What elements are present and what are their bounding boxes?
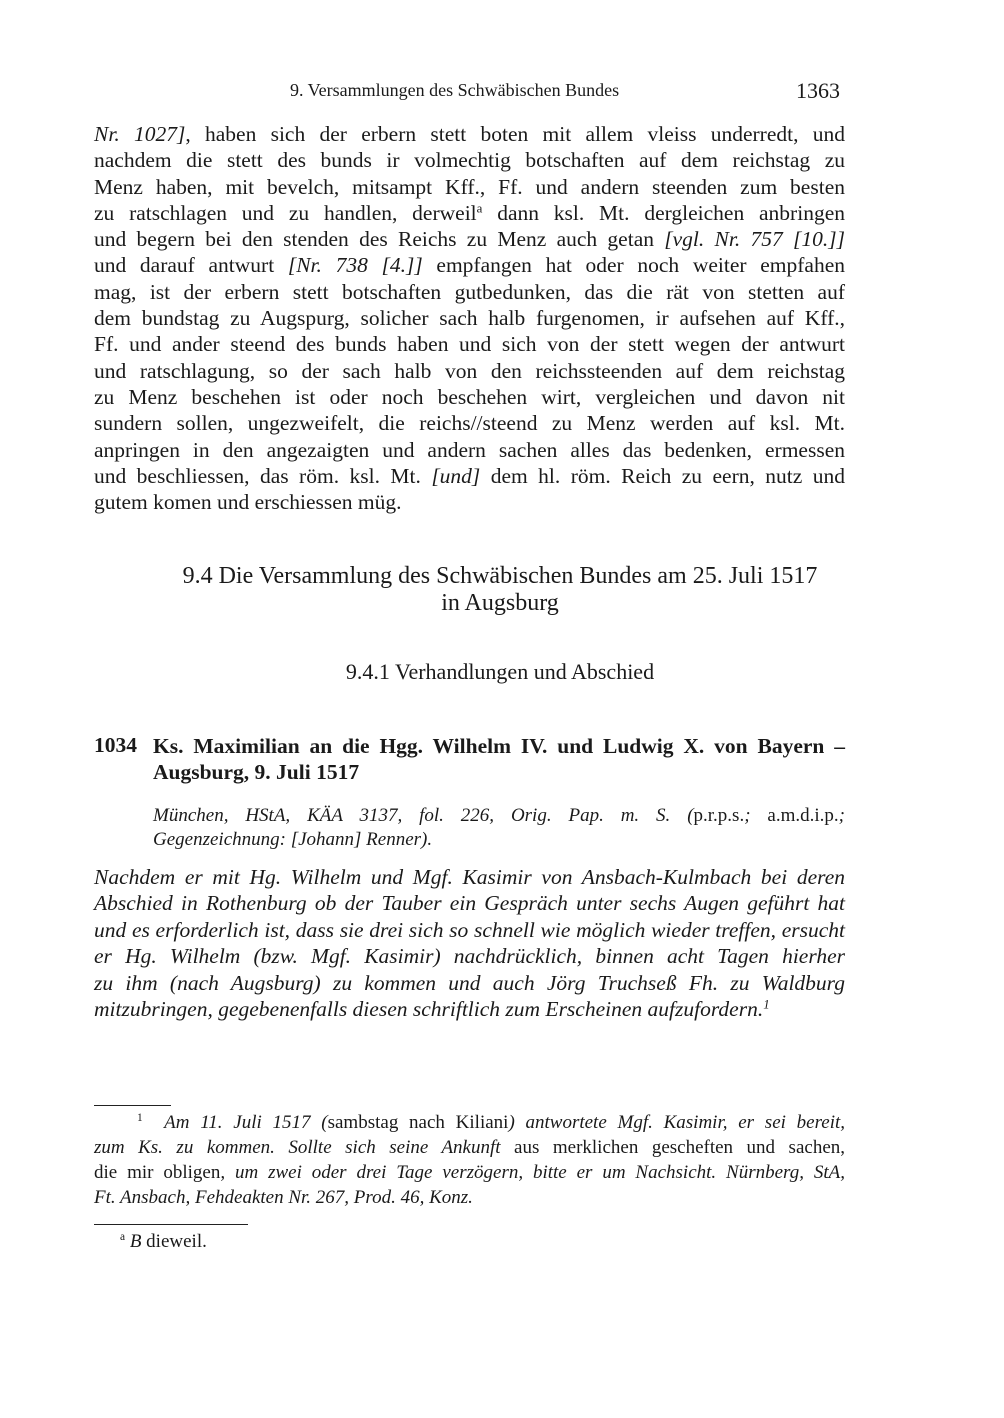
document-title <box>153 733 845 785</box>
document-number: 1034 <box>94 733 137 757</box>
italic-text: [vgl. Nr. 757 [10.]] <box>664 227 846 252</box>
italic-text: Gegenzeichnung: [Johann] Renner). <box>153 829 433 850</box>
footnote-1 <box>94 1110 845 1210</box>
text-line: mitzubringen, gegebenenfalls diesen schriftlich zum Erscheinen aufzufordern.$^1$ <box>94 997 770 1022</box>
text-line: Ff. und ander steend des bunds haben und sich von der stett wegen der antwurt <box>94 332 845 357</box>
document-title-line2: Augsburg, 9. Juli 1517 <box>153 760 360 784</box>
document-summary <box>94 864 845 1022</box>
text-line: mag, ist der erbern stett botschaften gutbedunken, das die rät von stetten auf <box>94 279 845 304</box>
italic-text: ; <box>744 805 751 826</box>
text-line: und es erforderlich ist, dass sie drei sich so schnell wie möglich wieder treffen, ersucht <box>94 917 845 942</box>
text-line: und ratschlagung, so der sach halb von den reichssteenden auf dem reichstag <box>94 358 845 383</box>
text-line: und beschliessen, das röm. ksl. Mt. [und] dem hl. röm. Reich zu eern, nutz und <box>94 463 845 488</box>
text-line: Nachdem er mit Hg. Wilhelm und Mgf. Kasimir von Ansbach-Kulmbach bei deren <box>94 865 845 889</box>
text-line: und begern bei den stenden des Reichs zu Menz auch getan [vgl. Nr. 757 [10.]] <box>94 227 846 252</box>
section-heading-line1: 9.4 Die Versammlung des Schwäbischen Bundes am 25. Juli 1517 <box>182 563 818 589</box>
subsection-heading: 9.4.1 Verhandlungen und Abschied <box>345 659 655 684</box>
text-line: sundern sollen, ungezweifelt, die reichs//steend zu Menz werden auf ksl. Mt. <box>94 411 845 436</box>
footnote-marker: a <box>476 201 483 216</box>
text-line: $^1$ Am 11. Juli 1517 (sambstag nach Kiliani) antwortete Mgf. Kasimir, er sei bereit, <box>136 1112 846 1133</box>
footnote-a <box>120 1231 207 1253</box>
italic-text: Nr. 1027] <box>94 122 186 146</box>
italic-text: Ft. Ansbach, Fehdeakten Nr. 267, Prod. 46, Konz. <box>94 1187 473 1208</box>
italic-text: [und] <box>431 463 481 488</box>
text-line: dem bundstag zu Augspurg, solicher sach halb furgenomen, ir aufsehen auf Kff., <box>94 306 845 331</box>
apparatus-rule <box>94 1224 248 1225</box>
running-head: 9. Versammlungen des Schwäbischen Bundes <box>290 80 620 100</box>
page-number: 1363 <box>796 78 840 103</box>
text-line: zu ihm (nach Augsburg) zu kommen und auch Jörg Truchseß Fh. zu Waldburg <box>94 970 845 995</box>
source-citation <box>153 804 845 852</box>
body-text <box>94 121 845 515</box>
section-heading <box>94 563 906 617</box>
footnote-marker: 1 <box>136 1112 143 1125</box>
text-line: zu ratschlagen und zu handlen, derweil$^a$ dann ksl. Mt. dergleichen anbringen <box>94 200 845 225</box>
document-title-line1: Ks. Maximilian an die Hgg. Wilhelm IV. und Ludwig X. von Bayern – <box>153 734 845 758</box>
footnote-marker: a <box>120 1231 126 1244</box>
text-line: zum Ks. zu kommen. Sollte sich seine Ankunft aus merklichen gescheften und sachen, <box>94 1137 845 1158</box>
italic-text: zum Ks. zu kommen. Sollte sich seine Ankunft <box>94 1137 501 1158</box>
text-line: Abschied in Rothenburg ob der Tauber ein Gespräch unter sechs Augen geführt hat <box>94 891 845 916</box>
text-line: und darauf antwurt [Nr. 738 [4.]] empfangen hat oder noch weiter empfahen <box>94 253 845 278</box>
text-line: er Hg. Wilhelm (bzw. Mgf. Kasimir) nachdrücklich, binnen acht Tagen hierher <box>94 944 845 969</box>
text-line <box>153 828 845 852</box>
text-line <box>94 1185 845 1210</box>
section-heading-line2: in Augsburg <box>441 590 559 616</box>
text-line: anpringen in den angezaigten und andern sachen alles das bedenken, ermessen <box>94 437 845 462</box>
text-line: nachdem die stett des bunds ir volmechtig botschaften auf dem reichstag zu <box>94 148 845 173</box>
text-line: zu Menz beschehen ist oder noch beschehen wirt, vergleichen und davon nit <box>94 384 845 409</box>
footnote-marker: 1 <box>763 997 770 1012</box>
italic-text: ) antwortete Mgf. Kasimir, er sei bereit, <box>508 1112 846 1133</box>
text-line: $^a$ B dieweil. <box>120 1231 207 1252</box>
text-line: gutem komen und erschiessen müg. <box>94 490 402 515</box>
italic-text: B <box>129 1231 142 1252</box>
footnote-rule <box>94 1105 171 1106</box>
italic-text: München, HStA, KÄA 3137, fol. 226, Orig. Pap. m. S. ( <box>153 805 694 826</box>
text-line: Nr. 1027], haben sich der erbern stett boten mit allem vleiss underredt, und <box>94 122 845 146</box>
italic-text: ; <box>838 805 845 826</box>
italic-text: [Nr. 738 [4.]] <box>287 253 423 278</box>
text-line: München, HStA, KÄA 3137, fol. 226, Orig. Pap. m. S. (p.r.p.s.; a.m.d.i.p.; <box>153 805 845 826</box>
text-line: Menz haben, mit bevelch, mitsampt Kff., Ff. und andern steenden zum besten <box>94 174 845 199</box>
text-line: die mir obligen, um zwei oder drei Tage verzögern, bitte er um Nachsicht. Nürnberg, StA, <box>94 1162 845 1183</box>
italic-text: Am 11. Juli 1517 ( <box>164 1112 328 1133</box>
italic-text: , um zwei oder drei Tage verzögern, bitte er um Nachsicht. Nürnberg, StA, <box>220 1162 845 1183</box>
